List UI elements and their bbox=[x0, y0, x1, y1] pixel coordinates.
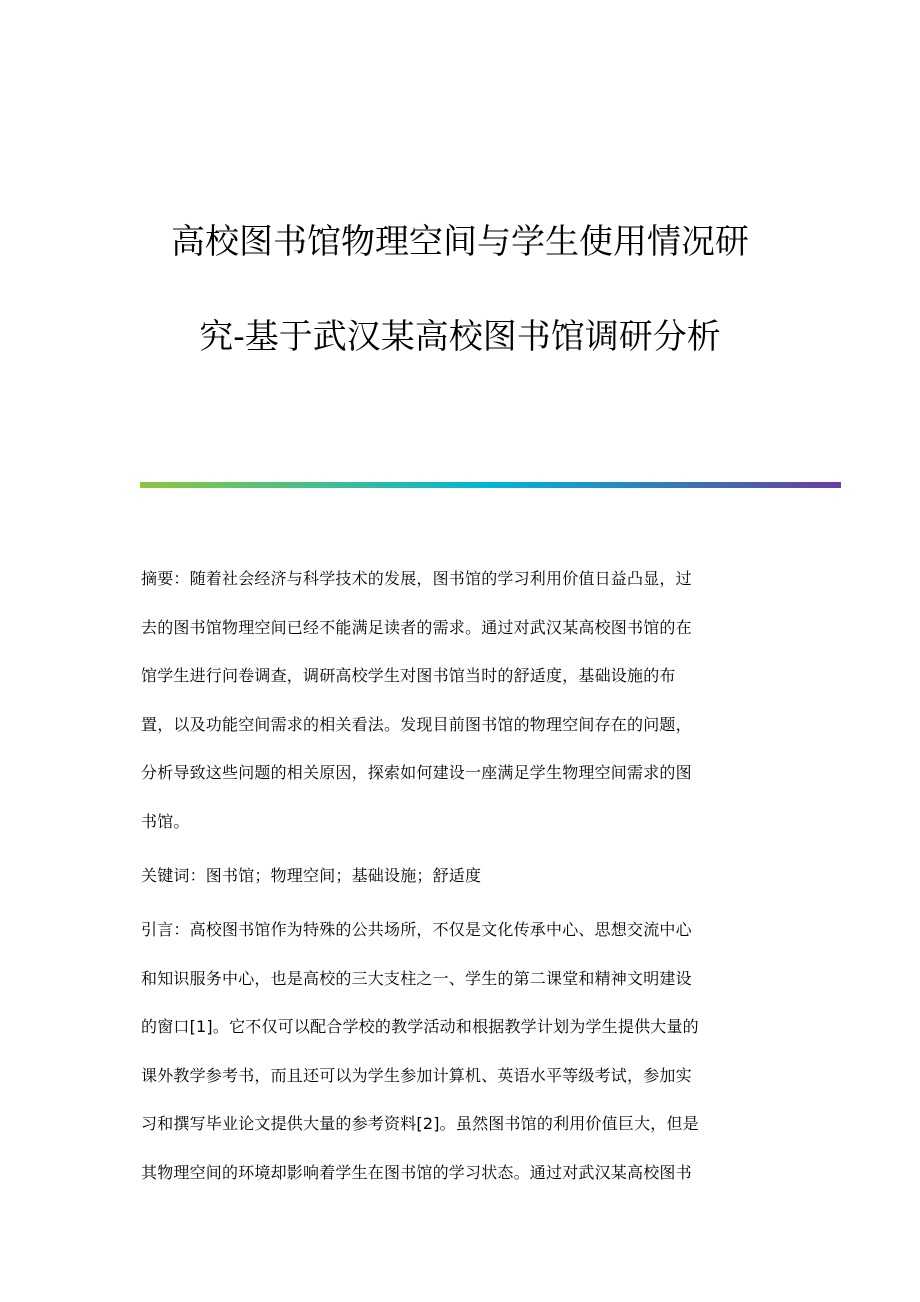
paper-title-line-2: 究-基于武汉某高校图书馆调研分析 bbox=[199, 317, 721, 357]
abstract bbox=[141, 555, 781, 847]
abstract-line: 分析导致这些问题的相关原因，探索如何建设一座满足学生物理空间需求的图 bbox=[141, 763, 692, 783]
intro-line: 课外教学参考书，而且还可以为学生参加计算机、英语水平等级考试，参加实 bbox=[141, 1065, 692, 1085]
intro-line: 习和撰写毕业论文提供大量的参考资料[2]。虽然图书馆的利用价值巨大，但是 bbox=[141, 1114, 699, 1134]
abstract-line: 书馆。 bbox=[141, 811, 190, 831]
keywords-line: 关键词：图书馆；物理空间；基础设施；舒适度 bbox=[141, 866, 482, 885]
paper-title-line-1: 高校图书馆物理空间与学生使用情况研 bbox=[171, 222, 749, 262]
abstract-line: 去的图书馆物理空间已经不能满足读者的需求。通过对武汉某高校图书馆的在 bbox=[141, 617, 692, 637]
title-divider bbox=[140, 482, 841, 488]
keywords bbox=[141, 852, 781, 901]
introduction bbox=[141, 906, 781, 1198]
intro-line: 和知识服务中心，也是高校的三大支柱之一、学生的第二课堂和精神文明建设 bbox=[141, 968, 692, 988]
intro-line: 引言：高校图书馆作为特殊的公共场所，不仅是文化传承中心、思想交流中心 bbox=[141, 920, 692, 939]
intro-line: 其物理空间的环境却影响着学生在图书馆的学习状态。通过对武汉某高校图书 bbox=[141, 1162, 692, 1182]
intro-line: 的窗口[1]。它不仅可以配合学校的教学活动和根据教学计划为学生提供大量的 bbox=[141, 1017, 699, 1037]
abstract-line: 馆学生进行问卷调查，调研高校学生对图书馆当时的舒适度，基础设施的布 bbox=[141, 666, 676, 686]
abstract-line: 摘要：随着社会经济与科学技术的发展，图书馆的学习利用价值日益凸显，过 bbox=[141, 569, 692, 588]
abstract-line: 置，以及功能空间需求的相关看法。发现目前图书馆的物理空间存在的问题， bbox=[141, 714, 692, 734]
